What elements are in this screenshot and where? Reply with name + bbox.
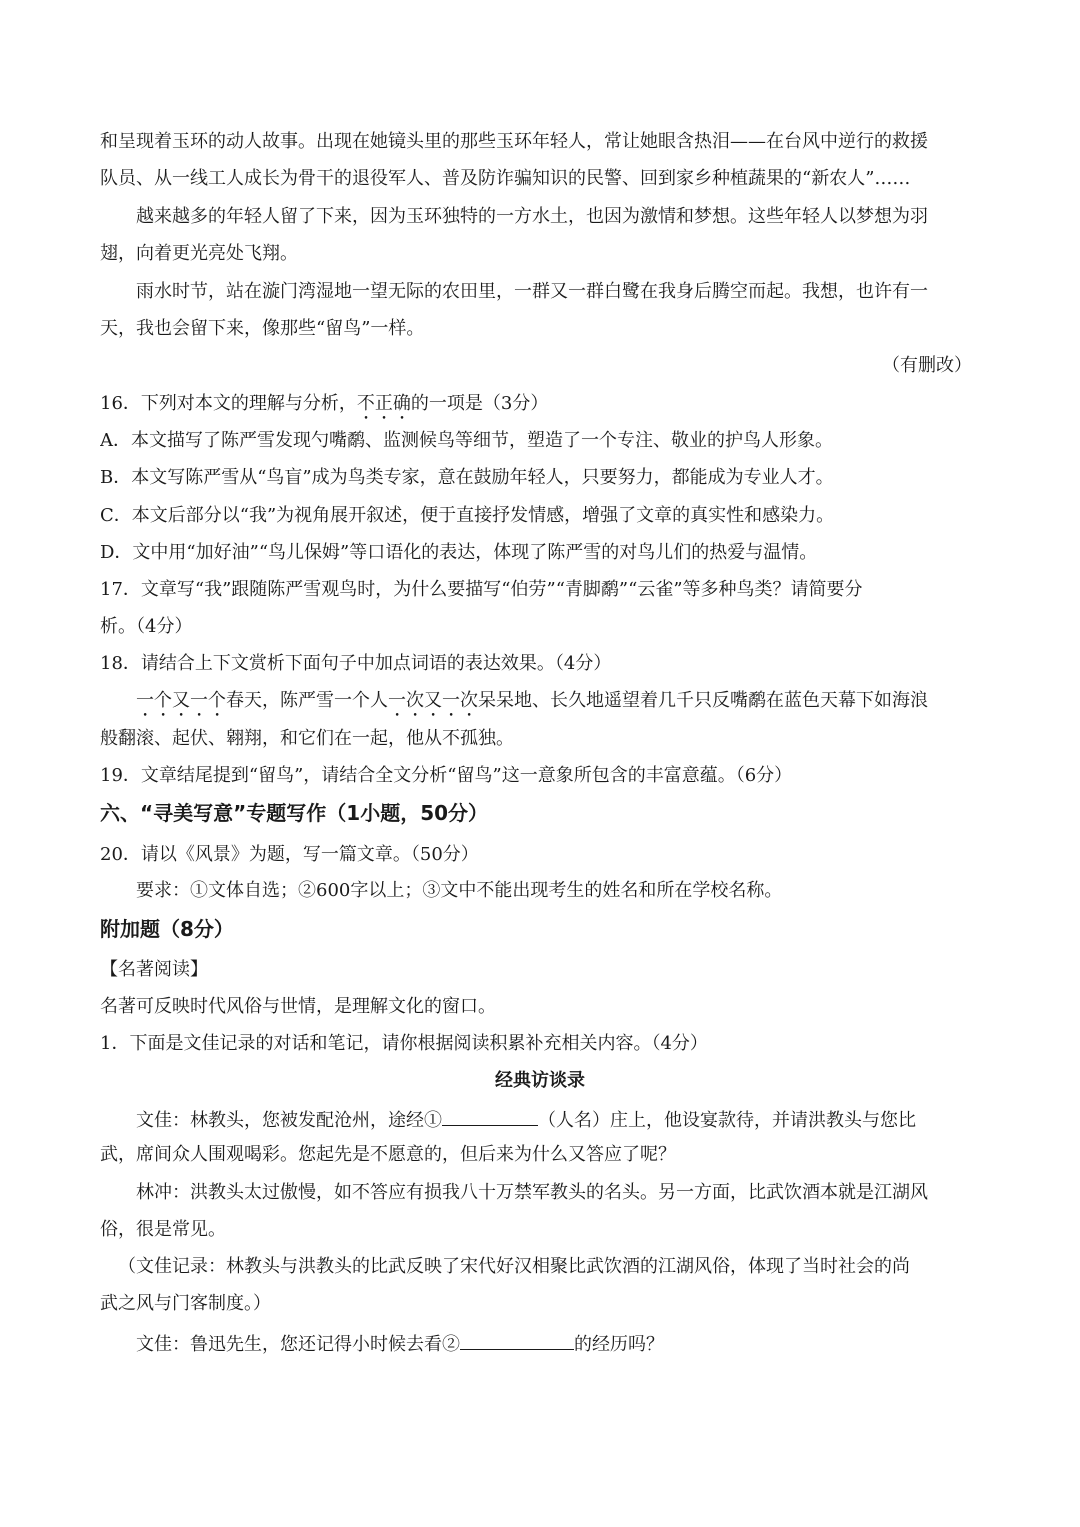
dialogue-line: 武，席间众人围观喝彩。您起先是不愿意的，但后来为什么又答应了呢？ (100, 1144, 676, 1165)
note-line: （文佳记录：林教头与洪教头的比武反映了宋代好汉相聚比武饮酒的江湖风俗，体现了当时社会的尚 (118, 1256, 910, 1277)
section-6-title: 六、“寻美写意”专题写作（1小题，50分） (100, 801, 489, 825)
extra-tag: 【名著阅读】 (100, 959, 208, 980)
record-title: 经典访谈录 (495, 1070, 585, 1091)
question-18-stem: 18．请结合上下文赏析下面句子中加点词语的表达效果。（4分） (100, 653, 612, 674)
question-16-stem (100, 391, 984, 424)
extra-question-1: 1．下面是文佳记录的对话和笔记，请你根据阅读积累补充相关内容。（4分） (100, 1033, 708, 1054)
dialogue-text: 文佳：林教头，您被发配沧州，途经① (136, 1110, 442, 1131)
q18-emphasis-1: 一个又一个 (136, 690, 226, 711)
q16-stem-post: 的一项是（3分） (410, 393, 549, 414)
question-20-requirements: 要求：①文体自选；②600字以上；③文中不能出现考生的姓名和所在学校名称。 (136, 880, 783, 901)
dialogue-line (136, 1105, 984, 1134)
passage-line: 越来越多的年轻人留了下来，因为玉环独特的一方水土，也因为激情和梦想。这些年轻人以梦想为羽 (136, 206, 928, 227)
passage-line: 队员、从一线工人成长为骨干的退役军人、普及防诈骗知识的民警、回到家乡种植蔬果的“新农人”…… (100, 168, 911, 189)
passage-line: 天，我也会留下来，像那些“留鸟”一样。 (100, 318, 425, 339)
q16-option-b: B．本文写陈严雪从“鸟盲”成为鸟类专家，意在鼓励年轻人，只要努力，都能成为专业人才。 (100, 467, 834, 488)
q16-option-a: A．本文描写了陈严雪发现勺嘴鹬、监测候鸟等细节，塑造了一个专注、敬业的护鸟人形象。 (100, 430, 833, 451)
q18-emphasis-2: 一次又一次 (388, 690, 478, 711)
q16-emphasis: 不正确 (356, 393, 411, 414)
q16-stem-pre: 16．下列对本文的理解与分析， (100, 393, 357, 414)
q16-option-c: C．本文后部分以“我”为视角展开叙述，便于直接抒发情感，增强了文章的真实性和感染力。 (100, 505, 835, 526)
question-17-line: 17．文章写“我”跟随陈严雪观鸟时，为什么要描写“伯劳”“青脚鹬”“云雀”等多种鸟类？请简要分 (100, 579, 863, 600)
fill-blank-2[interactable] (460, 1329, 574, 1350)
passage-line: 和呈现着玉环的动人故事。出现在她镜头里的那些玉环年轻人，常让她眼含热泪——在台风中逆行的救援 (100, 131, 928, 152)
dialogue-line: 俗，很是常见。 (100, 1219, 226, 1240)
q18-quoted-sentence (136, 688, 984, 721)
q18-quoted-sentence-cont: 般翻滚、起伏、翱翔，和它们在一起，他从不孤独。 (100, 728, 514, 749)
dialogue-text: 文佳：鲁迅先生，您还记得小时候去看② (136, 1334, 460, 1355)
note-line: 武之风与门客制度。） (100, 1293, 271, 1314)
extra-intro: 名著可反映时代风俗与世情，是理解文化的窗口。 (100, 996, 496, 1017)
fill-blank-1[interactable] (442, 1105, 538, 1126)
question-17-line: 析。（4分） (100, 616, 193, 637)
dialogue-line (136, 1329, 984, 1358)
q16-option-d: D．文中用“加好油”“鸟儿保姆”等口语化的表达，体现了陈严雪的对鸟儿们的热爱与温情。 (100, 542, 818, 563)
dialogue-text: （人名）庄上，他设宴款待，并请洪教头与您比 (538, 1110, 916, 1131)
dialogue-text: 的经历吗？ (574, 1334, 664, 1355)
q18-text: 呆呆地、长久地遥望着几千只反嘴鹬在蓝色天幕下如海浪 (478, 690, 928, 711)
passage-line: 雨水时节，站在漩门湾湿地一望无际的农田里，一群又一群白鹭在我身后腾空而起。我想，也许有一 (136, 281, 928, 302)
question-19-stem: 19．文章结尾提到“留鸟”，请结合全文分析“留鸟”这一意象所包含的丰富意蕴。（6分） (100, 765, 793, 786)
passage-line: 翅，向着更光亮处飞翔。 (100, 243, 298, 264)
edit-note: （有删改） (882, 355, 972, 376)
extra-section-title: 附加题（8分） (100, 917, 234, 941)
q18-text: 春天，陈严雪一个人 (226, 690, 388, 711)
dialogue-line: 林冲：洪教头太过傲慢，如不答应有损我八十万禁军教头的名头。另一方面，比武饮酒本就是江湖风 (136, 1182, 928, 1203)
question-20-stem: 20．请以《风景》为题，写一篇文章。（50分） (100, 844, 479, 865)
